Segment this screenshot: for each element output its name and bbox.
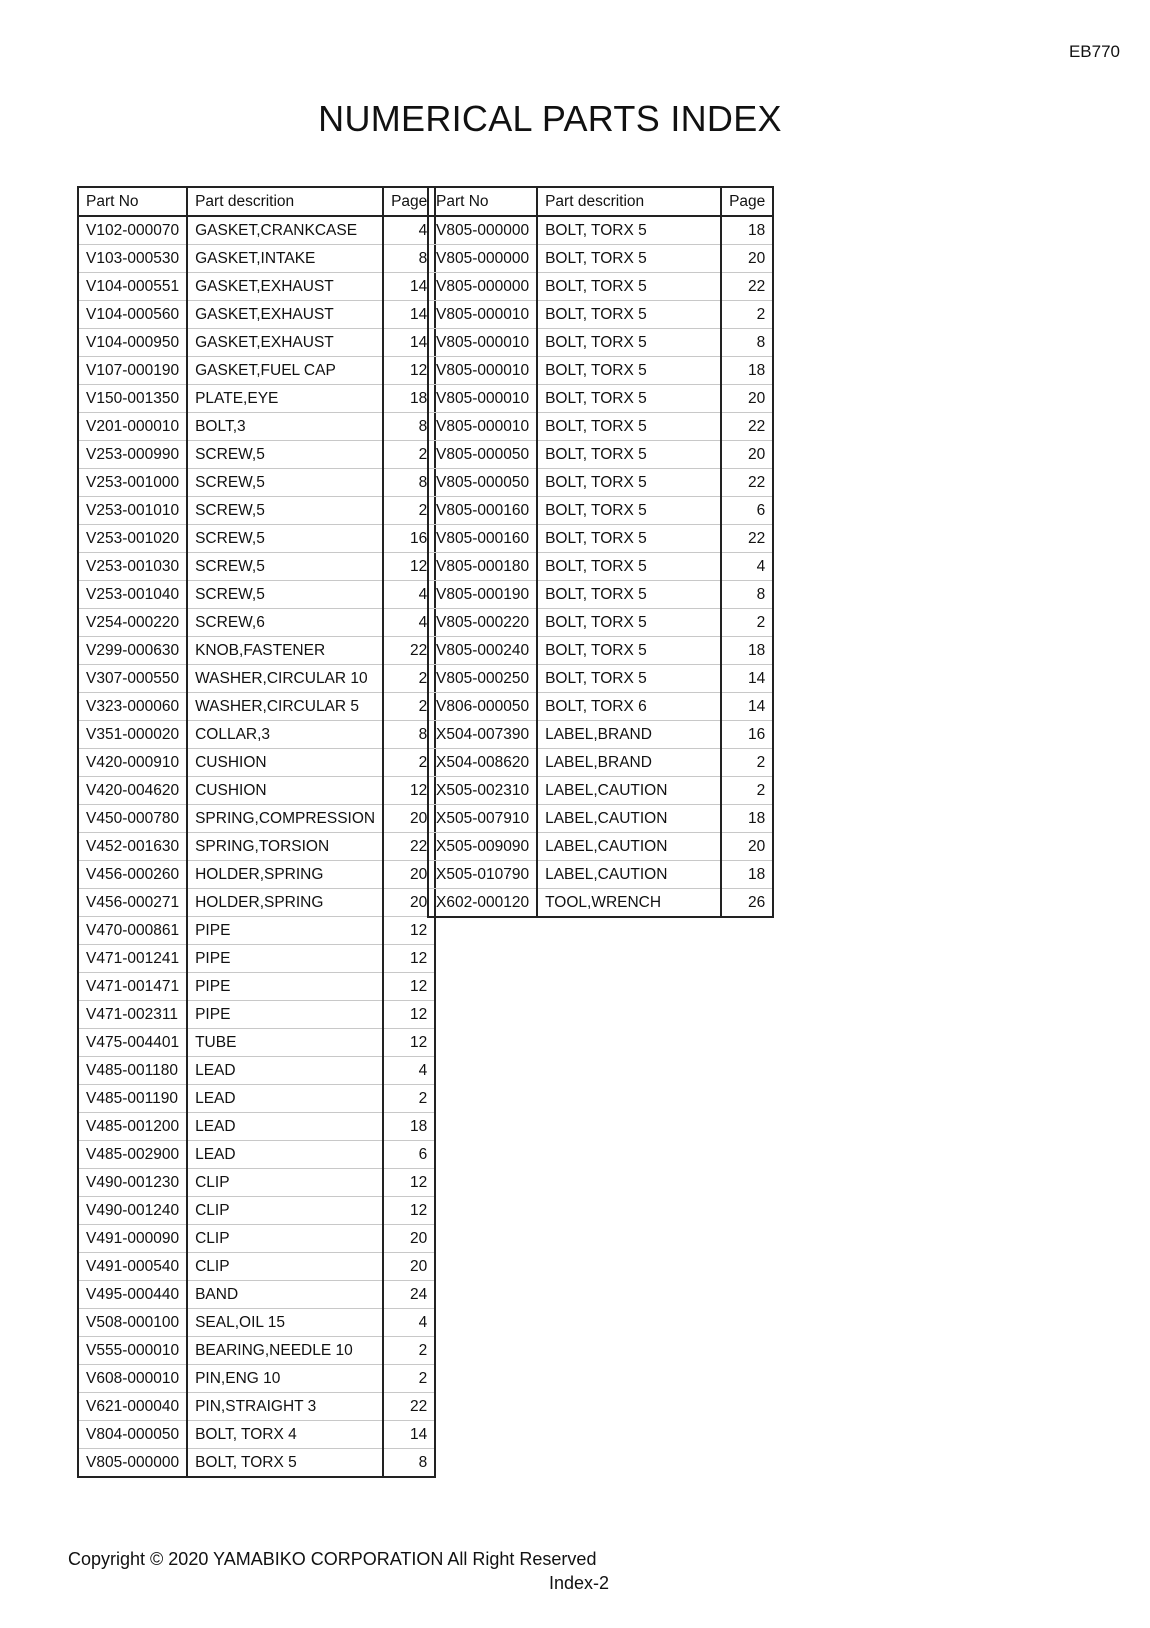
table-row [78, 1001, 435, 1029]
table-row [78, 1393, 435, 1421]
part-description-cell: COLLAR,3 [187, 721, 383, 749]
part-no-cell: V805-000050 [428, 469, 537, 497]
table-row [428, 889, 773, 918]
page-cell: 12 [383, 357, 435, 385]
table-row [78, 273, 435, 301]
page-cell: 20 [383, 805, 435, 833]
table-row [78, 1085, 435, 1113]
page-cell: 8 [721, 581, 773, 609]
part-no-cell: V104-000560 [78, 301, 187, 329]
part-no-cell: X504-007390 [428, 721, 537, 749]
page-cell: 8 [383, 469, 435, 497]
table-row [78, 1197, 435, 1225]
page-cell: 20 [383, 1225, 435, 1253]
page-cell: 16 [383, 525, 435, 553]
table-row [78, 1281, 435, 1309]
page-cell: 14 [383, 329, 435, 357]
part-no-cell: V471-001471 [78, 973, 187, 1001]
table-row [428, 385, 773, 413]
part-no-cell: V805-000000 [428, 273, 537, 301]
table-row [428, 301, 773, 329]
table-row [78, 889, 435, 917]
part-no-cell: V420-000910 [78, 749, 187, 777]
part-no-cell: V253-000990 [78, 441, 187, 469]
part-no-cell: V555-000010 [78, 1337, 187, 1365]
part-description-cell: GASKET,FUEL CAP [187, 357, 383, 385]
table-row [78, 693, 435, 721]
page-cell: 18 [721, 861, 773, 889]
table-header-row [428, 187, 773, 216]
part-no-cell: V253-001000 [78, 469, 187, 497]
table-row [78, 721, 435, 749]
part-no-cell: V805-000160 [428, 497, 537, 525]
page-cell: 2 [383, 1337, 435, 1365]
part-description-cell: GASKET,CRANKCASE [187, 216, 383, 245]
part-description-cell: LABEL,CAUTION [537, 805, 721, 833]
part-no-cell: V254-000220 [78, 609, 187, 637]
page-cell: 16 [721, 721, 773, 749]
page-cell: 2 [383, 693, 435, 721]
part-no-cell: V253-001030 [78, 553, 187, 581]
page-cell: 12 [383, 553, 435, 581]
part-description-cell: BOLT, TORX 5 [537, 525, 721, 553]
table-row [428, 441, 773, 469]
page-cell: 12 [383, 1029, 435, 1057]
part-no-cell: V490-001230 [78, 1169, 187, 1197]
part-no-cell: V490-001240 [78, 1197, 187, 1225]
page-cell: 18 [383, 385, 435, 413]
part-description-cell: LEAD [187, 1113, 383, 1141]
page-cell: 14 [721, 693, 773, 721]
part-no-cell: V491-000540 [78, 1253, 187, 1281]
part-no-cell: V485-001180 [78, 1057, 187, 1085]
page-cell: 2 [721, 609, 773, 637]
part-no-cell: V471-001241 [78, 945, 187, 973]
part-no-cell: V806-000050 [428, 693, 537, 721]
page-cell: 4 [383, 609, 435, 637]
part-description-cell: BOLT, TORX 5 [537, 665, 721, 693]
page-cell: 22 [721, 413, 773, 441]
part-no-cell: V805-000010 [428, 301, 537, 329]
table-row [428, 216, 773, 245]
part-description-cell: SCREW,5 [187, 581, 383, 609]
part-no-cell: V253-001040 [78, 581, 187, 609]
page-cell: 2 [721, 777, 773, 805]
part-no-cell: V452-001630 [78, 833, 187, 861]
part-description-cell: SEAL,OIL 15 [187, 1309, 383, 1337]
table-row [78, 1421, 435, 1449]
page-cell: 2 [383, 1365, 435, 1393]
part-no-cell: V508-000100 [78, 1309, 187, 1337]
part-description-cell: BOLT, TORX 5 [537, 553, 721, 581]
table-row [78, 1029, 435, 1057]
table-row [428, 721, 773, 749]
page-cell: 12 [383, 973, 435, 1001]
part-description-cell: BOLT, TORX 5 [537, 497, 721, 525]
page-cell: 24 [383, 1281, 435, 1309]
table-row [78, 749, 435, 777]
page-cell: 22 [721, 273, 773, 301]
part-no-cell: V103-000530 [78, 245, 187, 273]
table-row [428, 329, 773, 357]
part-description-cell: CLIP [187, 1197, 383, 1225]
part-no-cell: X602-000120 [428, 889, 537, 918]
part-no-cell: V805-000180 [428, 553, 537, 581]
table-row [78, 553, 435, 581]
table-row [78, 1253, 435, 1281]
part-description-cell: BOLT, TORX 6 [537, 693, 721, 721]
page-cell: 4 [383, 216, 435, 245]
table-row [78, 973, 435, 1001]
table-row [78, 945, 435, 973]
part-description-cell: PIPE [187, 973, 383, 1001]
part-description-cell: LABEL,CAUTION [537, 777, 721, 805]
table-row [78, 1141, 435, 1169]
part-description-cell: CUSHION [187, 749, 383, 777]
part-no-cell: V804-000050 [78, 1421, 187, 1449]
part-no-cell: X505-002310 [428, 777, 537, 805]
part-description-cell: WASHER,CIRCULAR 5 [187, 693, 383, 721]
part-description-cell: PIN,STRAIGHT 3 [187, 1393, 383, 1421]
table-row [78, 1225, 435, 1253]
page-cell: 2 [383, 749, 435, 777]
page-cell: 26 [721, 889, 773, 918]
part-no-cell: V253-001010 [78, 497, 187, 525]
part-description-cell: BOLT, TORX 5 [537, 385, 721, 413]
part-no-cell: V495-000440 [78, 1281, 187, 1309]
page-cell: 18 [721, 805, 773, 833]
part-description-cell: PIPE [187, 945, 383, 973]
table-row [428, 861, 773, 889]
table-row [428, 413, 773, 441]
page-cell: 4 [383, 581, 435, 609]
page-cell: 20 [721, 245, 773, 273]
table-row [78, 581, 435, 609]
page-cell: 2 [383, 1085, 435, 1113]
table-row [428, 357, 773, 385]
part-description-cell: BOLT, TORX 5 [537, 581, 721, 609]
table-row [78, 301, 435, 329]
part-no-cell: V102-000070 [78, 216, 187, 245]
part-description-cell: PIN,ENG 10 [187, 1365, 383, 1393]
part-no-cell: V201-000010 [78, 413, 187, 441]
table-row [78, 441, 435, 469]
copyright-notice: Copyright © 2020 YAMABIKO CORPORATION All Right Reserved [68, 1549, 597, 1569]
part-no-cell: V450-000780 [78, 805, 187, 833]
part-description-cell: TOOL,WRENCH [537, 889, 721, 918]
part-description-cell: HOLDER,SPRING [187, 861, 383, 889]
table-row [428, 609, 773, 637]
part-no-cell: V805-000010 [428, 329, 537, 357]
part-no-cell: V805-000000 [428, 245, 537, 273]
page-cell: 12 [383, 945, 435, 973]
part-no-cell: V470-000861 [78, 917, 187, 945]
table-row [78, 469, 435, 497]
table-row [78, 497, 435, 525]
page-cell: 2 [383, 665, 435, 693]
part-no-cell: V253-001020 [78, 525, 187, 553]
model-code: EB770 [1068, 42, 1120, 61]
table-row [78, 245, 435, 273]
part-description-cell: BOLT, TORX 5 [537, 245, 721, 273]
table-row [78, 1337, 435, 1365]
part-no-cell: V456-000271 [78, 889, 187, 917]
part-no-cell: V805-000190 [428, 581, 537, 609]
part-no-cell: V805-000000 [428, 216, 537, 245]
table-row [78, 357, 435, 385]
page-cell: 18 [721, 357, 773, 385]
page-cell: 22 [383, 637, 435, 665]
table-row [78, 1365, 435, 1393]
page-cell: 22 [383, 833, 435, 861]
page-title: NUMERICAL PARTS INDEX [318, 98, 782, 139]
table-row [78, 1057, 435, 1085]
table-row [428, 693, 773, 721]
part-description-cell: GASKET,EXHAUST [187, 301, 383, 329]
page-cell: 22 [721, 525, 773, 553]
part-no-cell: V150-001350 [78, 385, 187, 413]
part-description-cell: BOLT, TORX 5 [537, 469, 721, 497]
table-row [428, 273, 773, 301]
page-cell: 20 [383, 861, 435, 889]
part-description-cell: LEAD [187, 1141, 383, 1169]
page-cell: 4 [721, 553, 773, 581]
part-description-cell: BOLT, TORX 5 [187, 1449, 383, 1478]
page-cell: 4 [383, 1309, 435, 1337]
table-row [428, 833, 773, 861]
part-description-cell: BOLT, TORX 5 [537, 609, 721, 637]
part-description-cell: BOLT, TORX 5 [537, 357, 721, 385]
page-cell: 12 [383, 777, 435, 805]
table-row [78, 1113, 435, 1141]
parts-table-left [77, 186, 436, 1478]
page-cell: 4 [383, 1057, 435, 1085]
part-no-cell: V608-000010 [78, 1365, 187, 1393]
part-no-cell: V805-000050 [428, 441, 537, 469]
table-row [428, 665, 773, 693]
table-row [78, 637, 435, 665]
part-description-cell: LABEL,BRAND [537, 721, 721, 749]
part-no-cell: X504-008620 [428, 749, 537, 777]
part-no-cell: V491-000090 [78, 1225, 187, 1253]
page-cell: 8 [383, 1449, 435, 1478]
part-description-cell: PIPE [187, 917, 383, 945]
part-no-cell: V805-000250 [428, 665, 537, 693]
table-row [428, 637, 773, 665]
part-description-cell: CUSHION [187, 777, 383, 805]
page-cell: 12 [383, 1169, 435, 1197]
page-cell: 18 [721, 216, 773, 245]
part-description-cell: WASHER,CIRCULAR 10 [187, 665, 383, 693]
part-description-cell: BOLT, TORX 5 [537, 413, 721, 441]
part-no-cell: V307-000550 [78, 665, 187, 693]
parts-table-left-body [78, 216, 435, 1477]
header-part-no: Part No [428, 187, 537, 216]
page-cell: 2 [383, 497, 435, 525]
part-description-cell: BOLT, TORX 5 [537, 301, 721, 329]
part-description-cell: CLIP [187, 1253, 383, 1281]
table-row [78, 1449, 435, 1478]
header-page: Page [383, 187, 435, 216]
part-no-cell: X505-009090 [428, 833, 537, 861]
part-description-cell: CLIP [187, 1169, 383, 1197]
page-cell: 22 [383, 1393, 435, 1421]
table-row [78, 413, 435, 441]
page-cell: 12 [383, 1001, 435, 1029]
header-part-description: Part descrition [187, 187, 383, 216]
table-row [428, 469, 773, 497]
part-no-cell: V104-000950 [78, 329, 187, 357]
table-header-row [78, 187, 435, 216]
table-row [78, 329, 435, 357]
part-description-cell: LEAD [187, 1085, 383, 1113]
table-row [428, 749, 773, 777]
part-no-cell: V621-000040 [78, 1393, 187, 1421]
page-cell: 14 [383, 1421, 435, 1449]
part-no-cell: X505-007910 [428, 805, 537, 833]
table-row [78, 665, 435, 693]
page-cell: 8 [383, 413, 435, 441]
part-description-cell: SCREW,5 [187, 553, 383, 581]
header-page: Page [721, 187, 773, 216]
table-row [78, 861, 435, 889]
part-description-cell: SPRING,TORSION [187, 833, 383, 861]
table-row [428, 581, 773, 609]
part-no-cell: V471-002311 [78, 1001, 187, 1029]
page-cell: 6 [721, 497, 773, 525]
part-description-cell: BOLT, TORX 5 [537, 273, 721, 301]
part-no-cell: V805-000010 [428, 385, 537, 413]
page-cell: 2 [383, 441, 435, 469]
table-row [428, 525, 773, 553]
page-cell: 14 [721, 665, 773, 693]
table-row [78, 777, 435, 805]
page-cell: 6 [383, 1141, 435, 1169]
part-description-cell: SPRING,COMPRESSION [187, 805, 383, 833]
part-no-cell: V805-000220 [428, 609, 537, 637]
part-no-cell: V351-000020 [78, 721, 187, 749]
part-no-cell: V485-001190 [78, 1085, 187, 1113]
page-cell: 18 [383, 1113, 435, 1141]
part-no-cell: V475-004401 [78, 1029, 187, 1057]
part-description-cell: BOLT,3 [187, 413, 383, 441]
table-row [78, 385, 435, 413]
part-no-cell: V456-000260 [78, 861, 187, 889]
part-no-cell: V323-000060 [78, 693, 187, 721]
part-description-cell: BEARING,NEEDLE 10 [187, 1337, 383, 1365]
part-description-cell: CLIP [187, 1225, 383, 1253]
part-no-cell: V805-000160 [428, 525, 537, 553]
page-cell: 22 [721, 469, 773, 497]
part-description-cell: GASKET,INTAKE [187, 245, 383, 273]
part-no-cell: V485-001200 [78, 1113, 187, 1141]
table-row [428, 245, 773, 273]
part-no-cell: V805-000010 [428, 357, 537, 385]
table-row [428, 805, 773, 833]
page-cell: 20 [721, 833, 773, 861]
part-no-cell: V485-002900 [78, 1141, 187, 1169]
part-description-cell: SCREW,5 [187, 525, 383, 553]
page-cell: 20 [721, 385, 773, 413]
table-row [428, 777, 773, 805]
part-no-cell: X505-010790 [428, 861, 537, 889]
part-no-cell: V104-000551 [78, 273, 187, 301]
part-description-cell: BAND [187, 1281, 383, 1309]
page-cell: 18 [721, 637, 773, 665]
part-no-cell: V805-000010 [428, 413, 537, 441]
part-description-cell: BOLT, TORX 4 [187, 1421, 383, 1449]
part-description-cell: HOLDER,SPRING [187, 889, 383, 917]
table-row [78, 805, 435, 833]
page-cell: 20 [383, 889, 435, 917]
part-description-cell: GASKET,EXHAUST [187, 273, 383, 301]
part-description-cell: PIPE [187, 1001, 383, 1029]
part-description-cell: PLATE,EYE [187, 385, 383, 413]
part-description-cell: SCREW,5 [187, 469, 383, 497]
page-cell: 12 [383, 917, 435, 945]
part-description-cell: BOLT, TORX 5 [537, 637, 721, 665]
part-description-cell: GASKET,EXHAUST [187, 329, 383, 357]
page-cell: 14 [383, 273, 435, 301]
page-cell: 20 [721, 441, 773, 469]
page-cell: 14 [383, 301, 435, 329]
page-cell: 2 [721, 301, 773, 329]
part-description-cell: BOLT, TORX 5 [537, 216, 721, 245]
part-description-cell: TUBE [187, 1029, 383, 1057]
part-no-cell: V420-004620 [78, 777, 187, 805]
page-cell: 12 [383, 1197, 435, 1225]
page-cell: 2 [721, 749, 773, 777]
part-description-cell: BOLT, TORX 5 [537, 329, 721, 357]
part-description-cell: SCREW,5 [187, 497, 383, 525]
header-part-no: Part No [78, 187, 187, 216]
part-description-cell: LABEL,BRAND [537, 749, 721, 777]
page-cell: 8 [383, 245, 435, 273]
part-no-cell: V107-000190 [78, 357, 187, 385]
table-row [428, 497, 773, 525]
page-cell: 20 [383, 1253, 435, 1281]
table-row [78, 1169, 435, 1197]
table-row [78, 525, 435, 553]
part-description-cell: LABEL,CAUTION [537, 861, 721, 889]
part-description-cell: SCREW,5 [187, 441, 383, 469]
table-row [78, 609, 435, 637]
page-cell: 8 [721, 329, 773, 357]
part-no-cell: V299-000630 [78, 637, 187, 665]
table-row [78, 1309, 435, 1337]
part-no-cell: V805-000000 [78, 1449, 187, 1478]
table-row [78, 216, 435, 245]
table-row [428, 553, 773, 581]
part-no-cell: V805-000240 [428, 637, 537, 665]
part-description-cell: KNOB,FASTENER [187, 637, 383, 665]
table-row [78, 833, 435, 861]
parts-table-right [427, 186, 774, 918]
page-number: Index-2 [549, 1573, 610, 1593]
parts-table-right-body [428, 216, 773, 917]
header-part-description: Part descrition [537, 187, 721, 216]
part-description-cell: LABEL,CAUTION [537, 833, 721, 861]
part-description-cell: LEAD [187, 1057, 383, 1085]
page-cell: 8 [383, 721, 435, 749]
part-description-cell: BOLT, TORX 5 [537, 441, 721, 469]
table-row [78, 917, 435, 945]
part-description-cell: SCREW,6 [187, 609, 383, 637]
